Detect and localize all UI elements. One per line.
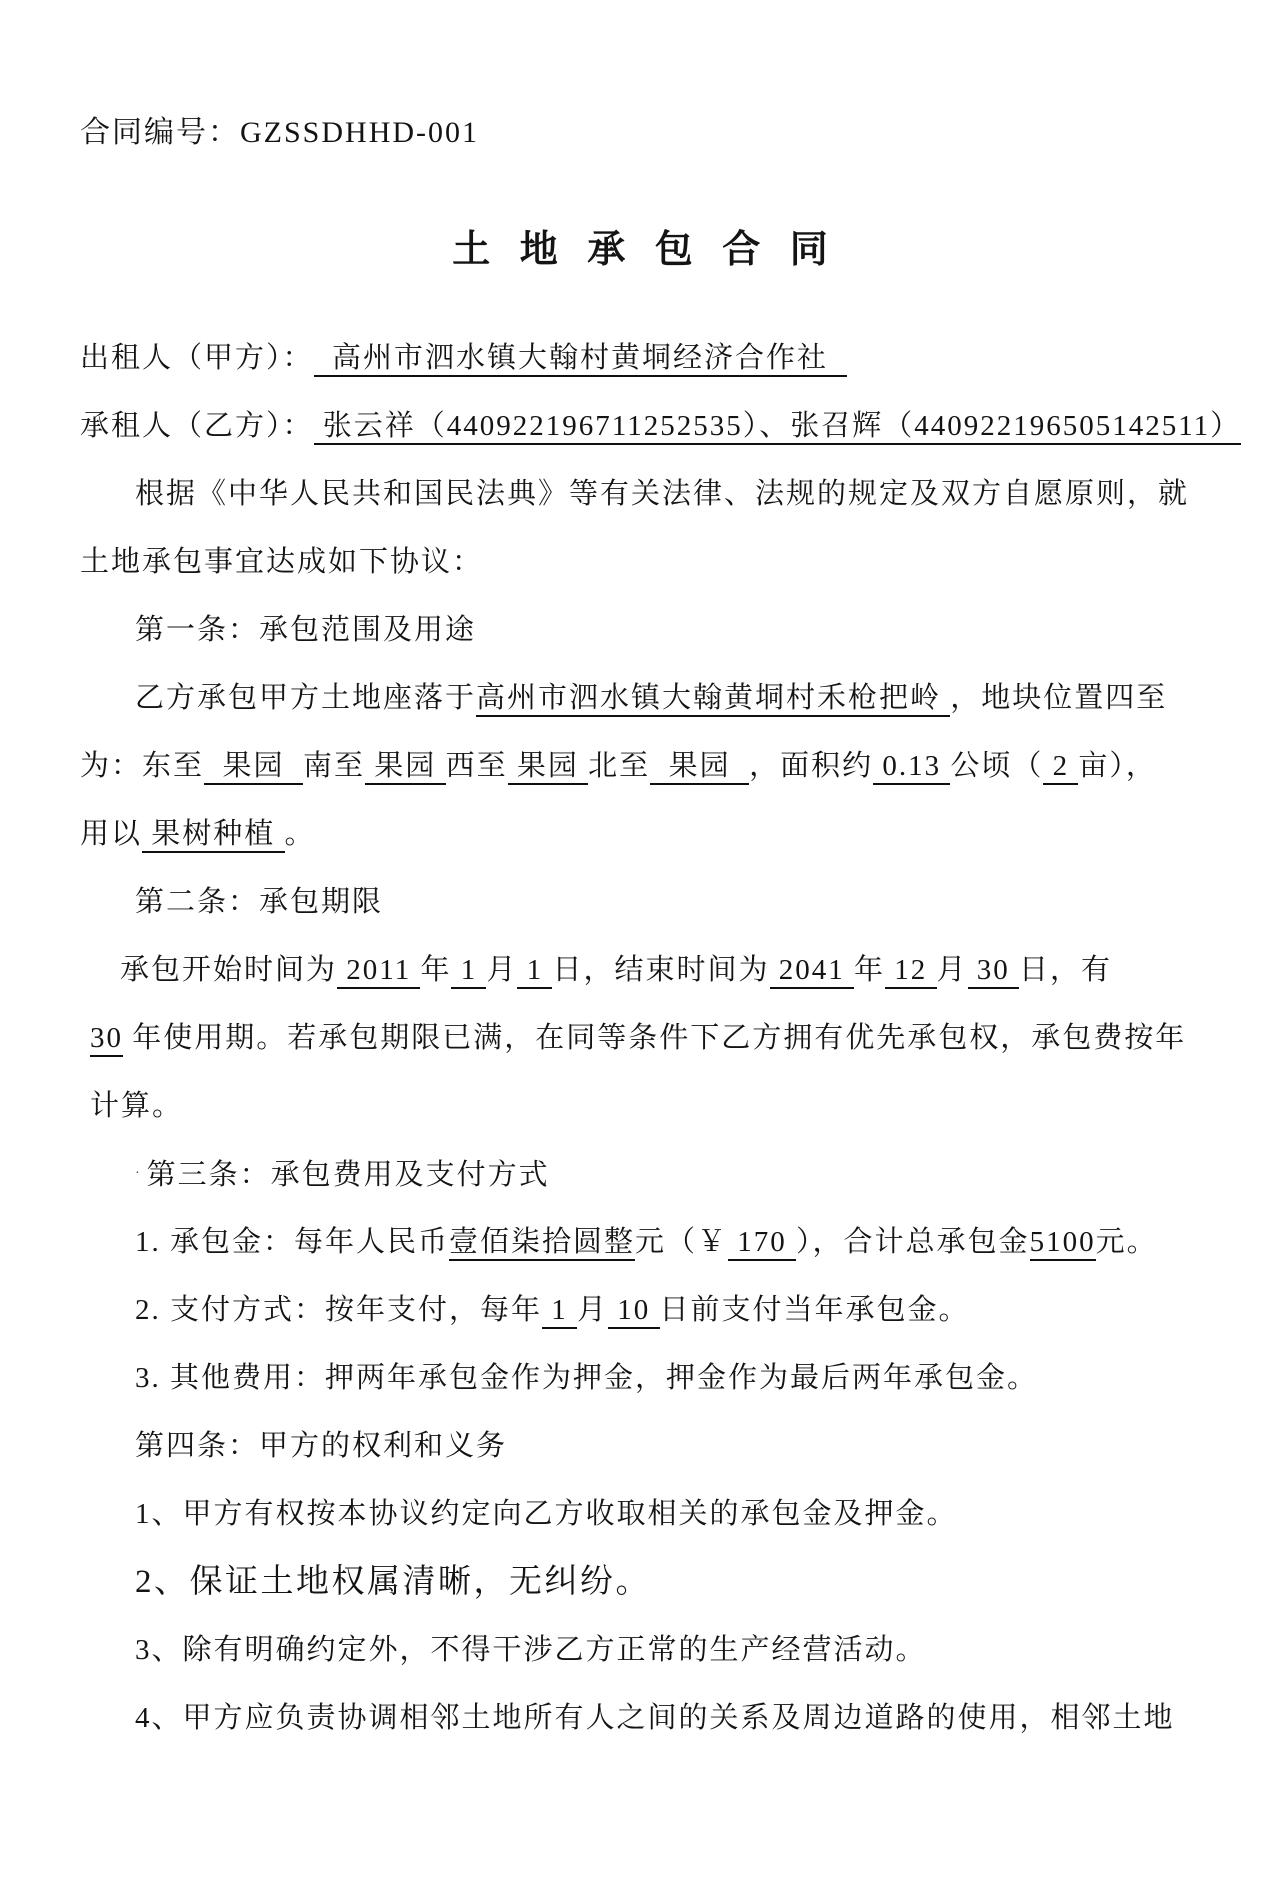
text-line	[80, 1480, 1210, 1548]
text-line	[80, 868, 1210, 936]
filled-blank: 壹佰柒拾圆整	[449, 1226, 635, 1261]
text-segment: ，面积约	[749, 750, 874, 782]
text-line	[80, 800, 1210, 868]
text-segment: 第一条：承包范围及用途	[135, 614, 477, 646]
text-segment: 2. 支付方式：按年支付，每年	[135, 1294, 543, 1326]
text-segment: 1、甲方有权按本协议约定向乙方收取相关的承包金及押金。	[135, 1498, 958, 1530]
text-line	[80, 1072, 1210, 1140]
text-segment: 公顷（	[950, 750, 1044, 782]
text-line	[80, 1208, 1210, 1276]
text-line	[80, 732, 1210, 800]
filled-blank: 1	[542, 1294, 577, 1329]
text-segment: 第二条：承包期限	[135, 886, 384, 918]
text-segment: 南至	[303, 750, 366, 782]
text-segment: 承包开始时间为	[120, 954, 338, 986]
text-segment: 元。	[1095, 1226, 1158, 1258]
text-line	[80, 528, 1210, 596]
filled-blank: 30	[90, 1022, 123, 1057]
text-segment: 土地承包事宜达成如下协议：	[80, 546, 484, 578]
filled-blank: 2041	[770, 954, 855, 989]
text-segment: 年	[854, 954, 886, 986]
filled-blank: 高州市泗水镇大翰黄垌村禾枪把岭	[476, 682, 950, 717]
text-segment: 月	[577, 1294, 609, 1326]
text-segment: 2、保证土地权属清晰，无纠纷。	[135, 1564, 651, 1600]
text-line	[80, 1344, 1210, 1412]
filled-blank: 张云祥（440922196711252535）、张召辉（440922196505142511）	[314, 410, 1242, 445]
text-segment: ），合计总承包金	[796, 1226, 1030, 1258]
text-segment: 月	[936, 954, 968, 986]
scan-speck: ·	[135, 1166, 140, 1181]
text-segment: 为：东至	[80, 750, 205, 782]
text-line	[80, 324, 1210, 392]
text-segment: 年使用期。若承包期限已满，在同等条件下乙方拥有优先承包权，承包费按年	[123, 1022, 1187, 1054]
text-segment: 4、甲方应负责协调相邻土地所有人之间的关系及周边道路的使用，相邻土地	[135, 1702, 1175, 1734]
filled-blank: 果园	[650, 750, 749, 785]
text-segment: 西至	[445, 750, 508, 782]
filled-blank: 0.13	[873, 750, 950, 785]
filled-blank: 12	[885, 954, 937, 989]
text-line	[80, 1004, 1210, 1072]
text-line	[80, 936, 1210, 1004]
text-line	[80, 596, 1210, 664]
text-line	[80, 460, 1210, 528]
text-segment: 年	[420, 954, 452, 986]
filled-blank: 果园	[365, 750, 446, 785]
filled-blank: 170	[728, 1226, 796, 1261]
text-segment: 亩），	[1078, 750, 1157, 782]
text-segment: 用以	[80, 818, 143, 850]
text-segment: 乙方承包甲方土地座落于	[135, 682, 477, 714]
text-segment: 元（￥	[635, 1226, 729, 1258]
text-segment: 第四条：甲方的权利和义务	[135, 1430, 508, 1462]
text-segment: 月	[486, 954, 518, 986]
text-line	[80, 1412, 1210, 1480]
text-segment: 日，有	[1019, 954, 1113, 986]
text-line	[80, 1276, 1210, 1344]
text-segment: 3. 其他费用：押两年承包金作为押金，押金作为最后两年承包金。	[135, 1362, 1039, 1394]
text-line	[80, 1616, 1210, 1684]
filled-blank: 1	[451, 954, 486, 989]
text-segment: ，地块位置四至	[950, 682, 1168, 714]
text-line	[80, 664, 1210, 732]
filled-blank: 果园	[204, 750, 303, 785]
filled-blank: 10	[608, 1294, 660, 1329]
text-segment: 承租人（乙方）：	[80, 410, 314, 442]
filled-blank: 1	[517, 954, 552, 989]
contract-number-line: 合同编号：GZSSDHHD-001	[80, 116, 480, 149]
text-line	[80, 1548, 1210, 1616]
filled-blank: 果树种植	[142, 818, 285, 853]
text-segment: 。	[284, 818, 316, 850]
text-segment: 根据《中华人民共和国民法典》等有关法律、法规的规定及双方自愿原则，就	[135, 478, 1190, 510]
text-segment: 第三条：承包费用及支付方式	[146, 1159, 550, 1191]
contract-lines	[80, 324, 1242, 1752]
text-segment: 计算。	[90, 1090, 184, 1122]
text-segment: 3、除有明确约定外，不得干涉乙方正常的生产经营活动。	[135, 1634, 927, 1666]
text-line	[80, 1684, 1210, 1752]
text-segment: 北至	[588, 750, 651, 782]
text-segment: 出租人（甲方）：	[80, 342, 314, 374]
text-segment: 日前支付当年承包金。	[659, 1294, 970, 1326]
text-segment: 日，结束时间为	[552, 954, 770, 986]
filled-blank: 5100	[1030, 1226, 1096, 1261]
page-title: 土 地 承 包 合 同	[452, 229, 838, 271]
filled-blank: 2	[1043, 750, 1078, 785]
filled-blank: 高州市泗水镇大翰村黄垌经济合作社	[314, 342, 847, 377]
filled-blank: 30	[968, 954, 1020, 989]
filled-blank: 2011	[337, 954, 420, 989]
text-line	[80, 392, 1242, 460]
filled-blank: 果园	[508, 750, 589, 785]
text-line	[80, 1140, 1210, 1208]
text-segment: 1. 承包金：每年人民币	[135, 1226, 450, 1258]
